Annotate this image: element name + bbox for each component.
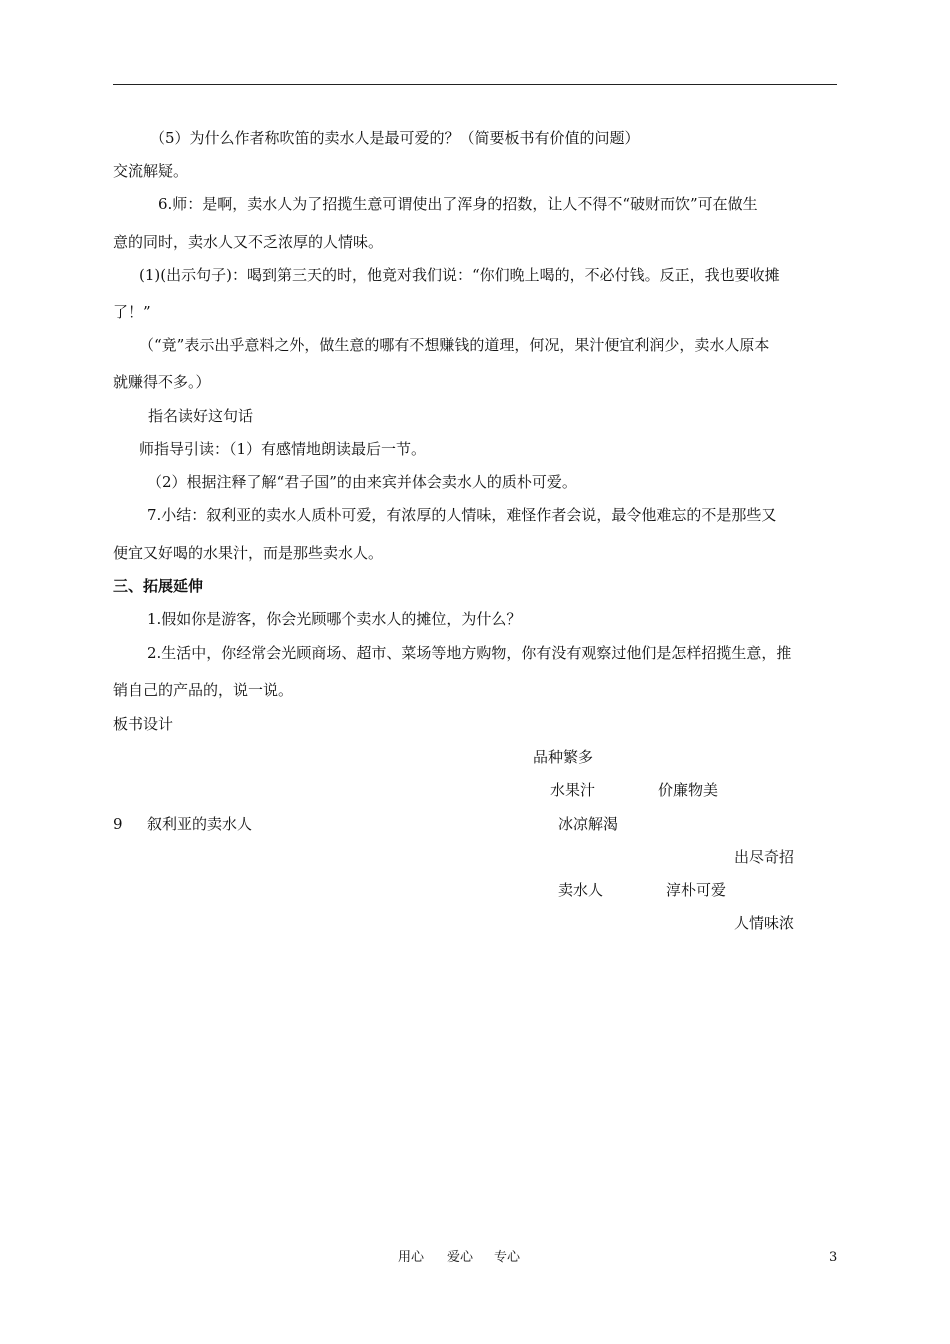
paragraph-step-6-line1: 6.师：是啊，卖水人为了招揽生意可谓使出了浑身的招数，让人不得不“破财而饮”可在做生 — [158, 195, 758, 213]
paragraph-question-2-line1: 2.生活中，你经常会光顾商场、超市、菜场等地方购物，你有没有观察过他们是怎样招揽生意，推 — [147, 644, 792, 662]
header-rule — [113, 84, 837, 85]
footer-motto-1: 用心 — [398, 1250, 425, 1265]
section-heading-extension: 三、拓展延伸 — [113, 577, 204, 595]
board-lesson-title: 叙利亚的卖水人 — [147, 815, 253, 833]
board-lesson-number: 9 — [113, 815, 123, 833]
board-design-title: 板书设计 — [113, 715, 174, 733]
paragraph-annotation: （2）根据注释了解“君子国”的由来宾并体会卖水人的质朴可爱。 — [147, 473, 577, 491]
paragraph-quote-line1: (1)(出示句子)：喝到第三天的时，他竟对我们说：“你们晚上喝的，不必付钱。反正，我也要收摊 — [139, 266, 780, 284]
paragraph-step-6-line2: 意的同时，卖水人又不乏浓厚的人情味。 — [113, 233, 384, 251]
paragraph-discussion: 交流解疑。 — [113, 162, 189, 180]
paragraph-read-aloud: 指名读好这句话 — [148, 407, 254, 425]
board-item-tricks: 出尽奇招 — [734, 848, 795, 866]
board-item-honest: 淳朴可爱 — [666, 881, 727, 899]
paragraph-note-line1: （“竟”表示出乎意料之外，做生意的哪有不想赚钱的道理，何况，果汁便宜利润少，卖水人原本 — [139, 336, 770, 354]
paragraph-summary-line1: 7.小结：叙利亚的卖水人质朴可爱，有浓厚的人情味，难怪作者会说，最令他难忘的不是那些又 — [147, 506, 777, 524]
board-item-cool: 冰凉解渴 — [558, 815, 619, 833]
paragraph-quote-line2: 了！” — [113, 303, 151, 321]
page-number: 3 — [829, 1250, 838, 1265]
board-item-warm: 人情味浓 — [734, 914, 795, 932]
paragraph-summary-line2: 便宜又好喝的水果汁，而是那些卖水人。 — [113, 544, 384, 562]
paragraph-question-1: 1.假如你是游客，你会光顾哪个卖水人的摊位，为什么？ — [147, 610, 522, 628]
board-item-variety: 品种繁多 — [533, 748, 594, 766]
board-item-juice: 水果汁 — [550, 781, 596, 799]
footer-motto-2: 爱心 — [447, 1250, 474, 1265]
paragraph-note-line2: 就赚得不多。） — [113, 373, 211, 391]
board-item-seller: 卖水人 — [558, 881, 604, 899]
board-item-cheap: 价廉物美 — [658, 781, 719, 799]
paragraph-question-2-line2: 销自己的产品的，说一说。 — [113, 681, 294, 699]
paragraph-guided-reading: 师指导引读：（1）有感情地朗读最后一节。 — [139, 440, 427, 458]
footer-motto-3: 专心 — [494, 1250, 521, 1265]
paragraph-question-5: （5）为什么作者称吹笛的卖水人是最可爱的？（简要板书有价值的问题） — [150, 129, 640, 147]
